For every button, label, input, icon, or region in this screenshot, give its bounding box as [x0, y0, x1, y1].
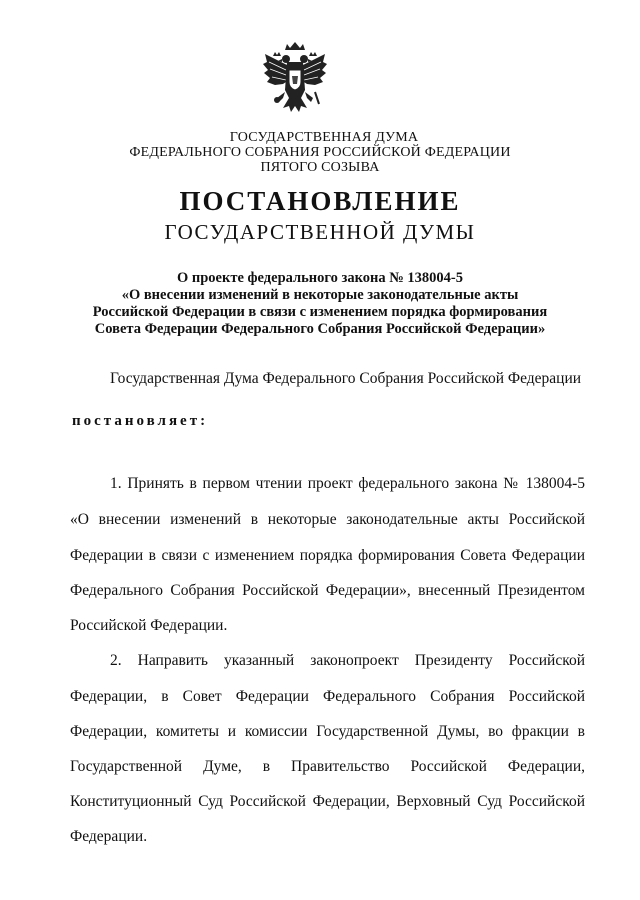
header-line-2: ФЕДЕРАЛЬНОГО СОБРАНИЯ РОССИЙСКОЙ ФЕДЕРАЦИИ [129, 145, 511, 160]
subject-line-2: «О внесении изменений в некоторые законодательные акты [121, 287, 519, 303]
paragraph-1-line: Российской Федерации. [70, 617, 228, 634]
paragraph-2-line: 2. Направить указанный законопроект Президенту Российской [110, 652, 585, 669]
paragraph-1-line: Федерального Собрания Российской Федерации», внесенный Президентом [70, 582, 585, 599]
paragraph-2-line: Федерации, комитеты и комиссии Государственной Думы, во фракции в [70, 723, 585, 740]
resolves-word: постановляет: [72, 413, 209, 429]
document-subtitle: ГОСУДАРСТВЕННОЙ ДУМЫ [164, 220, 476, 244]
subject-line-1: О проекте федерального закона № 138004-5 [176, 270, 464, 286]
header-line-3: ПЯТОГО СОЗЫВА [260, 160, 380, 175]
preamble-text: Государственная Дума Федерального Собрания Российской Федерации [110, 370, 582, 387]
paragraph-1-line: 1. Принять в первом чтении проект федерального закона № 138004-5 [110, 475, 585, 492]
document-title: ПОСТАНОВЛЕНИЕ [179, 186, 461, 216]
coat-of-arms-emblem [259, 40, 331, 120]
paragraph-2-line: Государственной Думе, в Правительство Российской Федерации, [70, 758, 585, 775]
paragraph-2-line: Федерации, в Совет Федерации Федерального Собрания Российской [70, 688, 585, 705]
issuing-body-header [0, 130, 640, 175]
paragraph-1-line: «О внесении изменений в некоторые законодательные акты Российской [70, 511, 585, 528]
resolution-subject [0, 270, 640, 338]
subject-line-4: Совета Федерации Федерального Собрания Российской Федерации» [94, 321, 546, 337]
paragraph-1-line: Федерации в связи с изменением порядка формирования Совета Федерации [70, 547, 585, 564]
subject-line-3: Российской Федерации в связи с изменением порядка формирования [92, 304, 548, 320]
paragraph-2-line: Конституционный Суд Российской Федерации, Верховный Суд Российской [70, 793, 585, 810]
paragraph-2-line: Федерации. [70, 828, 148, 845]
header-line-1: ГОСУДАРСТВЕННАЯ ДУМА [229, 130, 419, 145]
